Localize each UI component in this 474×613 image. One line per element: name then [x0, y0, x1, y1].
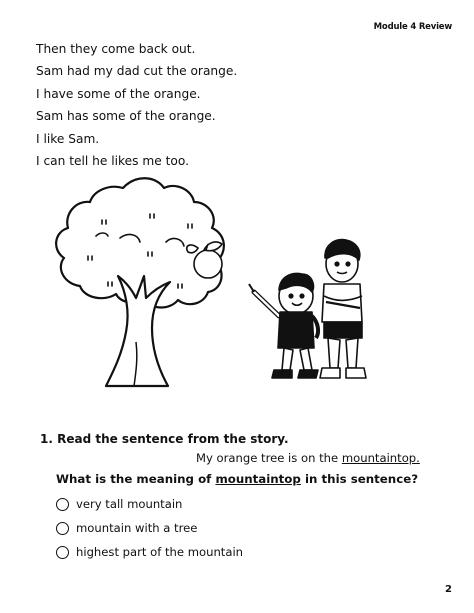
option-label: very tall mountain	[76, 497, 183, 511]
option-label: mountain with a tree	[76, 521, 198, 535]
radio-circle-icon[interactable]	[56, 522, 69, 535]
option-highest-part[interactable]	[56, 540, 460, 564]
story-line: I like Sam.	[36, 131, 100, 146]
answer-options	[56, 492, 460, 564]
story-text	[36, 38, 237, 172]
story-line: I have some of the orange.	[36, 86, 201, 101]
story-sentence	[196, 448, 460, 468]
option-very-tall-mountain[interactable]	[56, 492, 460, 516]
option-mountain-with-tree[interactable]	[56, 516, 460, 540]
story-illustration	[48, 172, 388, 394]
underlined-word: mountaintop.	[341, 451, 420, 465]
story-line: Sam had my dad cut the orange.	[36, 64, 238, 79]
module-title: Module 4 Review	[373, 22, 452, 32]
standing-boy-icon	[320, 240, 366, 378]
radio-circle-icon[interactable]	[56, 546, 69, 559]
question-1	[40, 430, 460, 564]
tree-icon	[56, 178, 224, 386]
option-label: highest part of the mountain	[76, 545, 244, 559]
prompt-text-end: in this sentence?	[300, 472, 419, 486]
page-number: 2	[445, 584, 452, 595]
prompt-text: What is the meaning of	[56, 472, 216, 486]
question-heading: 1. Read the sentence from the story.	[40, 432, 289, 446]
sentence-text: My orange tree is on the	[196, 451, 342, 465]
story-line: Sam has some of the orange.	[36, 109, 216, 124]
question-prompt	[56, 468, 460, 490]
story-line: Then they come back out.	[36, 42, 196, 56]
radio-circle-icon[interactable]	[56, 498, 69, 511]
prompt-underlined-word: mountaintop	[215, 472, 301, 486]
pointing-boy-icon	[249, 274, 318, 378]
story-line: I can tell he likes me too.	[36, 153, 189, 168]
